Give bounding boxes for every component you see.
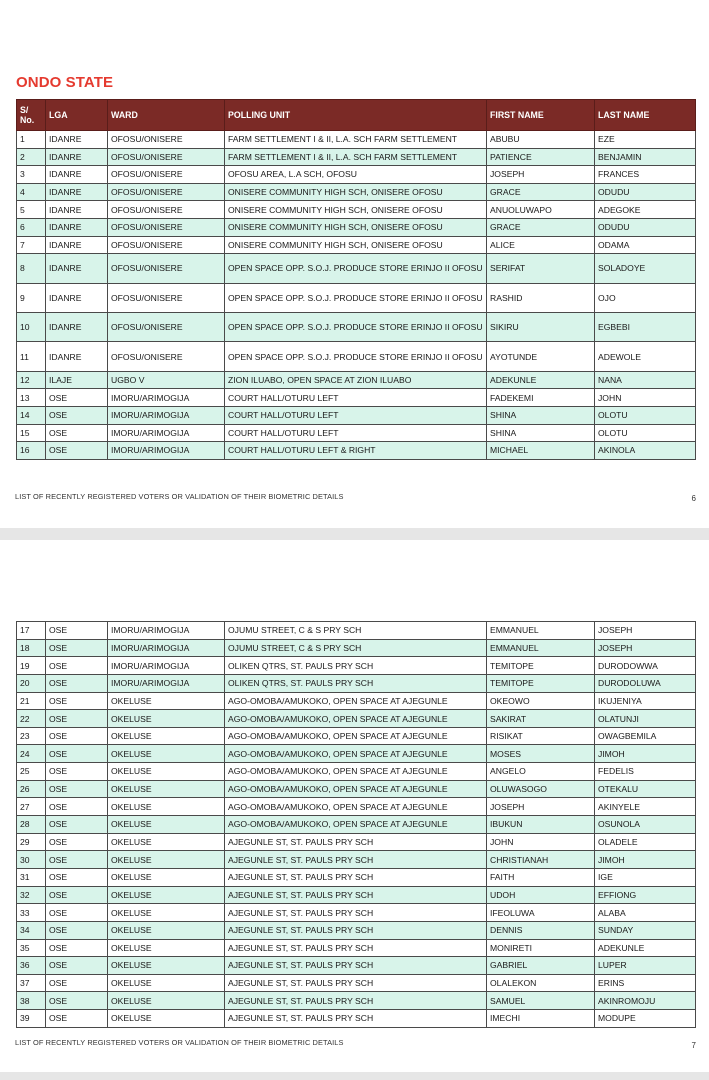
cell-polling-unit: OJUMU STREET, C & S PRY SCH xyxy=(225,639,487,657)
cell-ward: OKELUSE xyxy=(108,1010,225,1028)
table-row xyxy=(17,389,696,407)
cell-polling-unit: AGO-OMOBA/AMUKOKO, OPEN SPACE AT AJEGUNLE xyxy=(225,763,487,781)
cell-lga: OSE xyxy=(46,921,108,939)
cell-sn: 12 xyxy=(17,371,46,389)
cell-last-name: MODUPE xyxy=(595,1010,696,1028)
voters-table xyxy=(16,621,696,1028)
table-row xyxy=(17,371,696,389)
cell-last-name: FRANCES xyxy=(595,166,696,184)
cell-first-name: IFEOLUWA xyxy=(487,904,595,922)
cell-polling-unit: AJEGUNLE ST, ST. PAULS PRY SCH xyxy=(225,957,487,975)
cell-sn: 1 xyxy=(17,131,46,149)
cell-last-name: ADEWOLE xyxy=(595,342,696,371)
cell-lga: IDANRE xyxy=(46,131,108,149)
cell-polling-unit: AJEGUNLE ST, ST. PAULS PRY SCH xyxy=(225,974,487,992)
cell-first-name: EMMANUEL xyxy=(487,639,595,657)
cell-ward: OKELUSE xyxy=(108,957,225,975)
cell-first-name: EMMANUEL xyxy=(487,622,595,640)
cell-lga: IDANRE xyxy=(46,342,108,371)
cell-polling-unit: AJEGUNLE ST, ST. PAULS PRY SCH xyxy=(225,921,487,939)
cell-ward: OKELUSE xyxy=(108,992,225,1010)
cell-sn: 38 xyxy=(17,992,46,1010)
cell-first-name: ANGELO xyxy=(487,763,595,781)
cell-sn: 19 xyxy=(17,657,46,675)
cell-lga: OSE xyxy=(46,1010,108,1028)
table-row xyxy=(17,974,696,992)
cell-first-name: FAITH xyxy=(487,868,595,886)
cell-lga: OSE xyxy=(46,974,108,992)
cell-polling-unit: FARM SETTLEMENT I & II, L.A. SCH FARM SETTLEMENT xyxy=(225,131,487,149)
table-row xyxy=(17,833,696,851)
page-footer: LIST OF RECENTLY REGISTERED VOTERS OR VALIDATION OF THEIR BIOMETRIC DETAILS xyxy=(15,1038,344,1047)
cell-sn: 18 xyxy=(17,639,46,657)
cell-first-name: TEMITOPE xyxy=(487,657,595,675)
cell-sn: 35 xyxy=(17,939,46,957)
cell-polling-unit: ONISERE COMMUNITY HIGH SCH, ONISERE OFOSU xyxy=(225,236,487,254)
cell-polling-unit: OLIKEN QTRS, ST. PAULS PRY SCH xyxy=(225,674,487,692)
cell-polling-unit: AJEGUNLE ST, ST. PAULS PRY SCH xyxy=(225,851,487,869)
table-row xyxy=(17,201,696,219)
table-row xyxy=(17,710,696,728)
cell-sn: 22 xyxy=(17,710,46,728)
cell-last-name: IGE xyxy=(595,868,696,886)
cell-lga: OSE xyxy=(46,389,108,407)
cell-last-name: EZE xyxy=(595,131,696,149)
cell-ward: OKELUSE xyxy=(108,939,225,957)
cell-sn: 30 xyxy=(17,851,46,869)
table-row xyxy=(17,218,696,236)
cell-last-name: OLATUNJI xyxy=(595,710,696,728)
cell-lga: OSE xyxy=(46,851,108,869)
cell-lga: OSE xyxy=(46,710,108,728)
cell-sn: 36 xyxy=(17,957,46,975)
cell-last-name: EGBEBI xyxy=(595,312,696,341)
cell-sn: 21 xyxy=(17,692,46,710)
cell-first-name: CHRISTIANAH xyxy=(487,851,595,869)
cell-ward: OKELUSE xyxy=(108,798,225,816)
cell-lga: IDANRE xyxy=(46,312,108,341)
table-row xyxy=(17,1010,696,1028)
cell-polling-unit: OPEN SPACE OPP. S.O.J. PRODUCE STORE ERINJO II OFOSU xyxy=(225,283,487,312)
cell-first-name: IMECHI xyxy=(487,1010,595,1028)
table-row xyxy=(17,312,696,341)
table-row xyxy=(17,957,696,975)
cell-last-name: OJO xyxy=(595,283,696,312)
cell-sn: 10 xyxy=(17,312,46,341)
cell-first-name: ADEKUNLE xyxy=(487,371,595,389)
header-last-name: LAST NAME xyxy=(595,100,696,131)
document-page-7 xyxy=(0,540,709,1068)
cell-sn: 37 xyxy=(17,974,46,992)
cell-ward: OFOSU/ONISERE xyxy=(108,183,225,201)
cell-ward: OFOSU/ONISERE xyxy=(108,201,225,219)
table-row xyxy=(17,692,696,710)
cell-ward: OFOSU/ONISERE xyxy=(108,218,225,236)
cell-last-name: OSUNOLA xyxy=(595,816,696,834)
cell-sn: 31 xyxy=(17,868,46,886)
cell-lga: OSE xyxy=(46,442,108,460)
cell-ward: OKELUSE xyxy=(108,816,225,834)
cell-polling-unit: AJEGUNLE ST, ST. PAULS PRY SCH xyxy=(225,833,487,851)
cell-ward: OFOSU/ONISERE xyxy=(108,131,225,149)
cell-first-name: RASHID xyxy=(487,283,595,312)
cell-sn: 23 xyxy=(17,727,46,745)
cell-first-name: SERIFAT xyxy=(487,254,595,283)
cell-lga: OSE xyxy=(46,780,108,798)
cell-lga: OSE xyxy=(46,833,108,851)
cell-sn: 6 xyxy=(17,218,46,236)
table-row xyxy=(17,131,696,149)
table-row xyxy=(17,745,696,763)
table-row xyxy=(17,236,696,254)
cell-sn: 13 xyxy=(17,389,46,407)
cell-lga: OSE xyxy=(46,424,108,442)
cell-last-name: ADEKUNLE xyxy=(595,939,696,957)
cell-last-name: OLADELE xyxy=(595,833,696,851)
cell-sn: 28 xyxy=(17,816,46,834)
table-row xyxy=(17,939,696,957)
cell-last-name: BENJAMIN xyxy=(595,148,696,166)
cell-last-name: OLOTU xyxy=(595,406,696,424)
table-row xyxy=(17,868,696,886)
cell-polling-unit: OJUMU STREET, C & S PRY SCH xyxy=(225,622,487,640)
cell-first-name: ANUOLUWAPO xyxy=(487,201,595,219)
cell-ward: OKELUSE xyxy=(108,780,225,798)
cell-lga: OSE xyxy=(46,674,108,692)
cell-last-name: ADEGOKE xyxy=(595,201,696,219)
cell-first-name: OLUWASOGO xyxy=(487,780,595,798)
cell-sn: 11 xyxy=(17,342,46,371)
cell-ward: OFOSU/ONISERE xyxy=(108,236,225,254)
cell-polling-unit: OLIKEN QTRS, ST. PAULS PRY SCH xyxy=(225,657,487,675)
header-lga: LGA xyxy=(46,100,108,131)
cell-polling-unit: FARM SETTLEMENT I & II, L.A. SCH FARM SETTLEMENT xyxy=(225,148,487,166)
cell-first-name: MOSES xyxy=(487,745,595,763)
table-header-row xyxy=(17,100,696,131)
cell-polling-unit: AJEGUNLE ST, ST. PAULS PRY SCH xyxy=(225,886,487,904)
cell-first-name: GABRIEL xyxy=(487,957,595,975)
cell-sn: 27 xyxy=(17,798,46,816)
table-row xyxy=(17,148,696,166)
cell-polling-unit: OPEN SPACE OPP. S.O.J. PRODUCE STORE ERINJO II OFOSU xyxy=(225,312,487,341)
cell-last-name: JOSEPH xyxy=(595,622,696,640)
cell-first-name: SAMUEL xyxy=(487,992,595,1010)
cell-last-name: LUPER xyxy=(595,957,696,975)
table-row xyxy=(17,657,696,675)
cell-first-name: MICHAEL xyxy=(487,442,595,460)
cell-last-name: IKUJENIYA xyxy=(595,692,696,710)
cell-sn: 4 xyxy=(17,183,46,201)
cell-lga: OSE xyxy=(46,886,108,904)
voters-table xyxy=(16,99,696,460)
cell-first-name: FADEKEMI xyxy=(487,389,595,407)
cell-polling-unit: AJEGUNLE ST, ST. PAULS PRY SCH xyxy=(225,939,487,957)
cell-sn: 8 xyxy=(17,254,46,283)
cell-ward: OKELUSE xyxy=(108,886,225,904)
cell-polling-unit: OFOSU AREA, L.A SCH, OFOSU xyxy=(225,166,487,184)
cell-first-name: MONIRETI xyxy=(487,939,595,957)
cell-polling-unit: AGO-OMOBA/AMUKOKO, OPEN SPACE AT AJEGUNLE xyxy=(225,798,487,816)
cell-lga: OSE xyxy=(46,622,108,640)
cell-last-name: FEDELIS xyxy=(595,763,696,781)
table-row xyxy=(17,639,696,657)
cell-ward: OKELUSE xyxy=(108,763,225,781)
table-row xyxy=(17,342,696,371)
cell-ward: OKELUSE xyxy=(108,868,225,886)
cell-sn: 2 xyxy=(17,148,46,166)
cell-polling-unit: AGO-OMOBA/AMUKOKO, OPEN SPACE AT AJEGUNLE xyxy=(225,780,487,798)
cell-polling-unit: OPEN SPACE OPP. S.O.J. PRODUCE STORE ERINJO II OFOSU xyxy=(225,254,487,283)
cell-ward: OKELUSE xyxy=(108,710,225,728)
cell-ward: OFOSU/ONISERE xyxy=(108,283,225,312)
table-row xyxy=(17,992,696,1010)
cell-first-name: UDOH xyxy=(487,886,595,904)
cell-ward: OFOSU/ONISERE xyxy=(108,342,225,371)
table-row xyxy=(17,798,696,816)
cell-ward: IMORU/ARIMOGIJA xyxy=(108,389,225,407)
cell-last-name: OWAGBEMILA xyxy=(595,727,696,745)
cell-last-name: JIMOH xyxy=(595,745,696,763)
cell-lga: ILAJE xyxy=(46,371,108,389)
table-row xyxy=(17,442,696,460)
cell-lga: IDANRE xyxy=(46,236,108,254)
cell-lga: OSE xyxy=(46,657,108,675)
table-row xyxy=(17,851,696,869)
cell-first-name: OLALEKON xyxy=(487,974,595,992)
cell-last-name: AKINROMOJU xyxy=(595,992,696,1010)
table-row xyxy=(17,904,696,922)
cell-sn: 5 xyxy=(17,201,46,219)
header-polling-unit: POLLING UNIT xyxy=(225,100,487,131)
cell-first-name: JOSEPH xyxy=(487,798,595,816)
cell-lga: OSE xyxy=(46,692,108,710)
cell-lga: OSE xyxy=(46,406,108,424)
cell-lga: OSE xyxy=(46,639,108,657)
cell-first-name: AYOTUNDE xyxy=(487,342,595,371)
cell-last-name: AKINOLA xyxy=(595,442,696,460)
cell-sn: 34 xyxy=(17,921,46,939)
table-row xyxy=(17,424,696,442)
page-number: 6 xyxy=(691,494,696,503)
cell-lga: IDANRE xyxy=(46,218,108,236)
cell-ward: OKELUSE xyxy=(108,745,225,763)
cell-ward: OKELUSE xyxy=(108,727,225,745)
cell-lga: OSE xyxy=(46,992,108,1010)
page-footer: LIST OF RECENTLY REGISTERED VOTERS OR VALIDATION OF THEIR BIOMETRIC DETAILS xyxy=(15,492,344,501)
cell-ward: IMORU/ARIMOGIJA xyxy=(108,406,225,424)
cell-sn: 9 xyxy=(17,283,46,312)
cell-polling-unit: AJEGUNLE ST, ST. PAULS PRY SCH xyxy=(225,868,487,886)
table-row xyxy=(17,780,696,798)
table-row xyxy=(17,254,696,283)
cell-polling-unit: AJEGUNLE ST, ST. PAULS PRY SCH xyxy=(225,1010,487,1028)
cell-first-name: SHINA xyxy=(487,406,595,424)
cell-first-name: SAKIRAT xyxy=(487,710,595,728)
table-row xyxy=(17,183,696,201)
cell-last-name: JIMOH xyxy=(595,851,696,869)
cell-polling-unit: COURT HALL/OTURU LEFT xyxy=(225,389,487,407)
cell-ward: OFOSU/ONISERE xyxy=(108,148,225,166)
cell-ward: IMORU/ARIMOGIJA xyxy=(108,424,225,442)
cell-first-name: DENNIS xyxy=(487,921,595,939)
cell-sn: 26 xyxy=(17,780,46,798)
cell-first-name: OKEOWO xyxy=(487,692,595,710)
cell-first-name: ALICE xyxy=(487,236,595,254)
cell-last-name: AKINYELE xyxy=(595,798,696,816)
cell-lga: OSE xyxy=(46,727,108,745)
document-page-6 xyxy=(0,0,709,528)
cell-last-name: DURODOLUWA xyxy=(595,674,696,692)
cell-last-name: OLOTU xyxy=(595,424,696,442)
cell-first-name: IBUKUN xyxy=(487,816,595,834)
cell-first-name: SIKIRU xyxy=(487,312,595,341)
cell-ward: OKELUSE xyxy=(108,833,225,851)
cell-lga: OSE xyxy=(46,816,108,834)
header-ward: WARD xyxy=(108,100,225,131)
cell-sn: 20 xyxy=(17,674,46,692)
table-row xyxy=(17,283,696,312)
cell-last-name: SOLADOYE xyxy=(595,254,696,283)
cell-first-name: GRACE xyxy=(487,183,595,201)
cell-first-name: RISIKAT xyxy=(487,727,595,745)
cell-polling-unit: ONISERE COMMUNITY HIGH SCH, ONISERE OFOSU xyxy=(225,201,487,219)
cell-sn: 14 xyxy=(17,406,46,424)
cell-sn: 16 xyxy=(17,442,46,460)
cell-lga: OSE xyxy=(46,763,108,781)
cell-ward: OFOSU/ONISERE xyxy=(108,166,225,184)
cell-ward: IMORU/ARIMOGIJA xyxy=(108,442,225,460)
cell-polling-unit: ZION ILUABO, OPEN SPACE AT ZION ILUABO xyxy=(225,371,487,389)
cell-ward: IMORU/ARIMOGIJA xyxy=(108,657,225,675)
table-row xyxy=(17,406,696,424)
cell-lga: IDANRE xyxy=(46,148,108,166)
cell-last-name: JOSEPH xyxy=(595,639,696,657)
page-separator xyxy=(0,528,709,540)
cell-sn: 25 xyxy=(17,763,46,781)
cell-last-name: ODUDU xyxy=(595,183,696,201)
cell-lga: IDANRE xyxy=(46,201,108,219)
cell-polling-unit: AJEGUNLE ST, ST. PAULS PRY SCH xyxy=(225,992,487,1010)
cell-ward: OKELUSE xyxy=(108,692,225,710)
cell-last-name: DURODOWWA xyxy=(595,657,696,675)
table-row xyxy=(17,622,696,640)
table-row xyxy=(17,921,696,939)
cell-ward: OKELUSE xyxy=(108,974,225,992)
cell-last-name: NANA xyxy=(595,371,696,389)
table-row xyxy=(17,674,696,692)
cell-last-name: EFFIONG xyxy=(595,886,696,904)
cell-lga: IDANRE xyxy=(46,166,108,184)
cell-polling-unit: COURT HALL/OTURU LEFT & RIGHT xyxy=(225,442,487,460)
cell-polling-unit: AGO-OMOBA/AMUKOKO, OPEN SPACE AT AJEGUNLE xyxy=(225,692,487,710)
cell-lga: IDANRE xyxy=(46,183,108,201)
cell-first-name: GRACE xyxy=(487,218,595,236)
cell-lga: OSE xyxy=(46,798,108,816)
cell-lga: OSE xyxy=(46,868,108,886)
cell-last-name: ALABA xyxy=(595,904,696,922)
cell-polling-unit: AJEGUNLE ST, ST. PAULS PRY SCH xyxy=(225,904,487,922)
cell-first-name: SHINA xyxy=(487,424,595,442)
cell-ward: OFOSU/ONISERE xyxy=(108,312,225,341)
page-number: 7 xyxy=(691,1041,696,1050)
cell-first-name: TEMITOPE xyxy=(487,674,595,692)
cell-last-name: ERINS xyxy=(595,974,696,992)
cell-ward: UGBO V xyxy=(108,371,225,389)
cell-polling-unit: COURT HALL/OTURU LEFT xyxy=(225,406,487,424)
cell-polling-unit: ONISERE COMMUNITY HIGH SCH, ONISERE OFOSU xyxy=(225,183,487,201)
table-row xyxy=(17,727,696,745)
cell-first-name: ABUBU xyxy=(487,131,595,149)
cell-sn: 39 xyxy=(17,1010,46,1028)
cell-first-name: JOSEPH xyxy=(487,166,595,184)
cell-last-name: JOHN xyxy=(595,389,696,407)
cell-sn: 7 xyxy=(17,236,46,254)
cell-sn: 32 xyxy=(17,886,46,904)
table-row xyxy=(17,763,696,781)
cell-sn: 24 xyxy=(17,745,46,763)
cell-polling-unit: AGO-OMOBA/AMUKOKO, OPEN SPACE AT AJEGUNLE xyxy=(225,710,487,728)
cell-ward: OFOSU/ONISERE xyxy=(108,254,225,283)
cell-last-name: OTEKALU xyxy=(595,780,696,798)
cell-first-name: PATIENCE xyxy=(487,148,595,166)
table-row xyxy=(17,886,696,904)
cell-ward: IMORU/ARIMOGIJA xyxy=(108,622,225,640)
cell-polling-unit: AGO-OMOBA/AMUKOKO, OPEN SPACE AT AJEGUNLE xyxy=(225,745,487,763)
cell-ward: OKELUSE xyxy=(108,921,225,939)
header-first-name: FIRST NAME xyxy=(487,100,595,131)
header-sn: S/ No. xyxy=(17,100,46,131)
cell-lga: OSE xyxy=(46,939,108,957)
cell-last-name: ODAMA xyxy=(595,236,696,254)
cell-sn: 29 xyxy=(17,833,46,851)
cell-polling-unit: AGO-OMOBA/AMUKOKO, OPEN SPACE AT AJEGUNLE xyxy=(225,816,487,834)
cell-last-name: SUNDAY xyxy=(595,921,696,939)
cell-sn: 33 xyxy=(17,904,46,922)
cell-first-name: JOHN xyxy=(487,833,595,851)
cell-polling-unit: ONISERE COMMUNITY HIGH SCH, ONISERE OFOSU xyxy=(225,218,487,236)
state-title: ONDO STATE xyxy=(16,74,114,91)
cell-polling-unit: OPEN SPACE OPP. S.O.J. PRODUCE STORE ERINJO II OFOSU xyxy=(225,342,487,371)
cell-polling-unit: AGO-OMOBA/AMUKOKO, OPEN SPACE AT AJEGUNLE xyxy=(225,727,487,745)
cell-ward: IMORU/ARIMOGIJA xyxy=(108,639,225,657)
cell-ward: OKELUSE xyxy=(108,851,225,869)
cell-lga: OSE xyxy=(46,904,108,922)
cell-lga: OSE xyxy=(46,957,108,975)
cell-sn: 15 xyxy=(17,424,46,442)
table-row xyxy=(17,166,696,184)
cell-ward: OKELUSE xyxy=(108,904,225,922)
cell-sn: 17 xyxy=(17,622,46,640)
cell-sn: 3 xyxy=(17,166,46,184)
cell-polling-unit: COURT HALL/OTURU LEFT xyxy=(225,424,487,442)
cell-ward: IMORU/ARIMOGIJA xyxy=(108,674,225,692)
page-separator xyxy=(0,1072,709,1080)
cell-lga: OSE xyxy=(46,745,108,763)
cell-lga: IDANRE xyxy=(46,254,108,283)
cell-last-name: ODUDU xyxy=(595,218,696,236)
cell-lga: IDANRE xyxy=(46,283,108,312)
table-row xyxy=(17,816,696,834)
